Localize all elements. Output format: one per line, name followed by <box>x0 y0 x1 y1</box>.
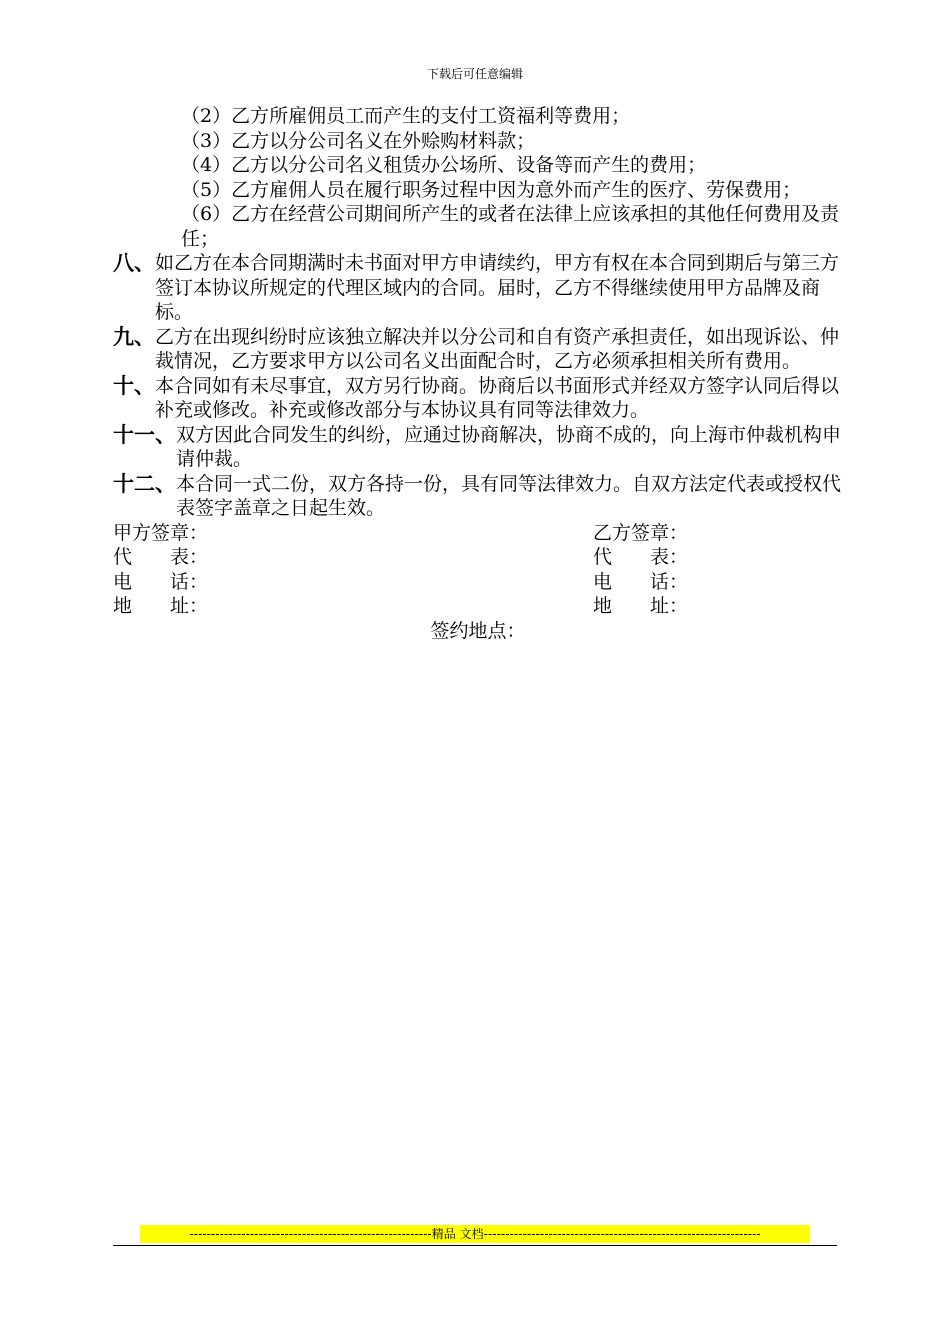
party-a-address-label: 地 址： <box>113 595 209 617</box>
clause-12 <box>113 472 843 521</box>
sub-item-3: （3）乙方以分公司名义在外赊购材料款； <box>181 129 536 152</box>
clause-10 <box>113 374 843 423</box>
party-b-phone-label: 电 话： <box>593 570 689 593</box>
party-b-address-label: 地 址： <box>593 595 689 617</box>
signature-row-representative <box>113 545 713 570</box>
sub-item-6: （6）乙方在经营公司期间所产生的或者在法律上应该承担的其他任何费用及责任； <box>181 203 840 250</box>
clause-number: 八、 <box>113 251 155 275</box>
signature-row-seal <box>113 521 713 546</box>
party-a-phone-label: 电 话： <box>113 570 209 593</box>
clause-text: 本合同如有未尽事宜，双方另行协商。协商后以书面形式并经双方签字认同后得以补充或修改。补充或修改部分与本协议具有同等法律效力。 <box>155 374 840 421</box>
footer-divider <box>113 1245 837 1246</box>
signing-place-label: 签约地点： <box>430 619 526 642</box>
clause-11 <box>113 423 843 472</box>
signature-row-phone <box>113 570 713 595</box>
contract-body <box>113 104 843 643</box>
signature-row-address <box>113 594 713 619</box>
clause-number: 十一、 <box>113 422 176 447</box>
sub-item-2: （2）乙方所雇佣员工而产生的支付工资福利等费用； <box>181 105 631 127</box>
party-b-seal-label: 乙方签章： <box>593 521 689 544</box>
signature-block <box>113 521 843 644</box>
party-a-seal-label: 甲方签章： <box>113 521 209 544</box>
clause-number: 十二、 <box>113 471 176 496</box>
clause-text: 如乙方在本合同期满时未书面对甲方申请续约，甲方有权在本合同到期后与第三方签订本协议所规定的代理区域内的合同。届时，乙方不得继续使用甲方品牌及商标。 <box>155 252 840 323</box>
footer-banner: --------------------------------------------------------精品 文档---------------------------------------------------------------- <box>140 1225 810 1243</box>
party-a-representative-label: 代 表： <box>113 546 209 568</box>
clause-text: 本合同一式二份，双方各持一份，具有同等法律效力。自双方法定代表或授权代表签字盖章之日起生效。 <box>176 472 842 519</box>
page-header: 下载后可任意编辑 <box>426 67 523 81</box>
sub-item-5: （5）乙方雇佣人员在履行职务过程中因为意外而产生的医疗、劳保费用； <box>181 178 802 201</box>
clause-text: 双方因此合同发生的纠纷，应通过协商解决，协商不成的，向上海市仲裁机构申请仲裁。 <box>176 423 842 470</box>
sub-item-4: （4）乙方以分公司名义租赁办公场所、设备等而产生的费用； <box>181 154 707 176</box>
clause-text: 乙方在出现纠纷时应该独立解决并以分公司和自有资产承担责任，如出现诉讼、仲裁情况，乙方要求甲方以公司名义出面配合时，乙方必须承担相关所有费用。 <box>155 325 840 372</box>
clause-number: 九、 <box>113 324 155 349</box>
clause-number: 十、 <box>113 373 155 398</box>
party-b-representative-label: 代 表： <box>593 546 689 568</box>
clause-8 <box>113 251 843 325</box>
clause-9 <box>113 325 843 374</box>
